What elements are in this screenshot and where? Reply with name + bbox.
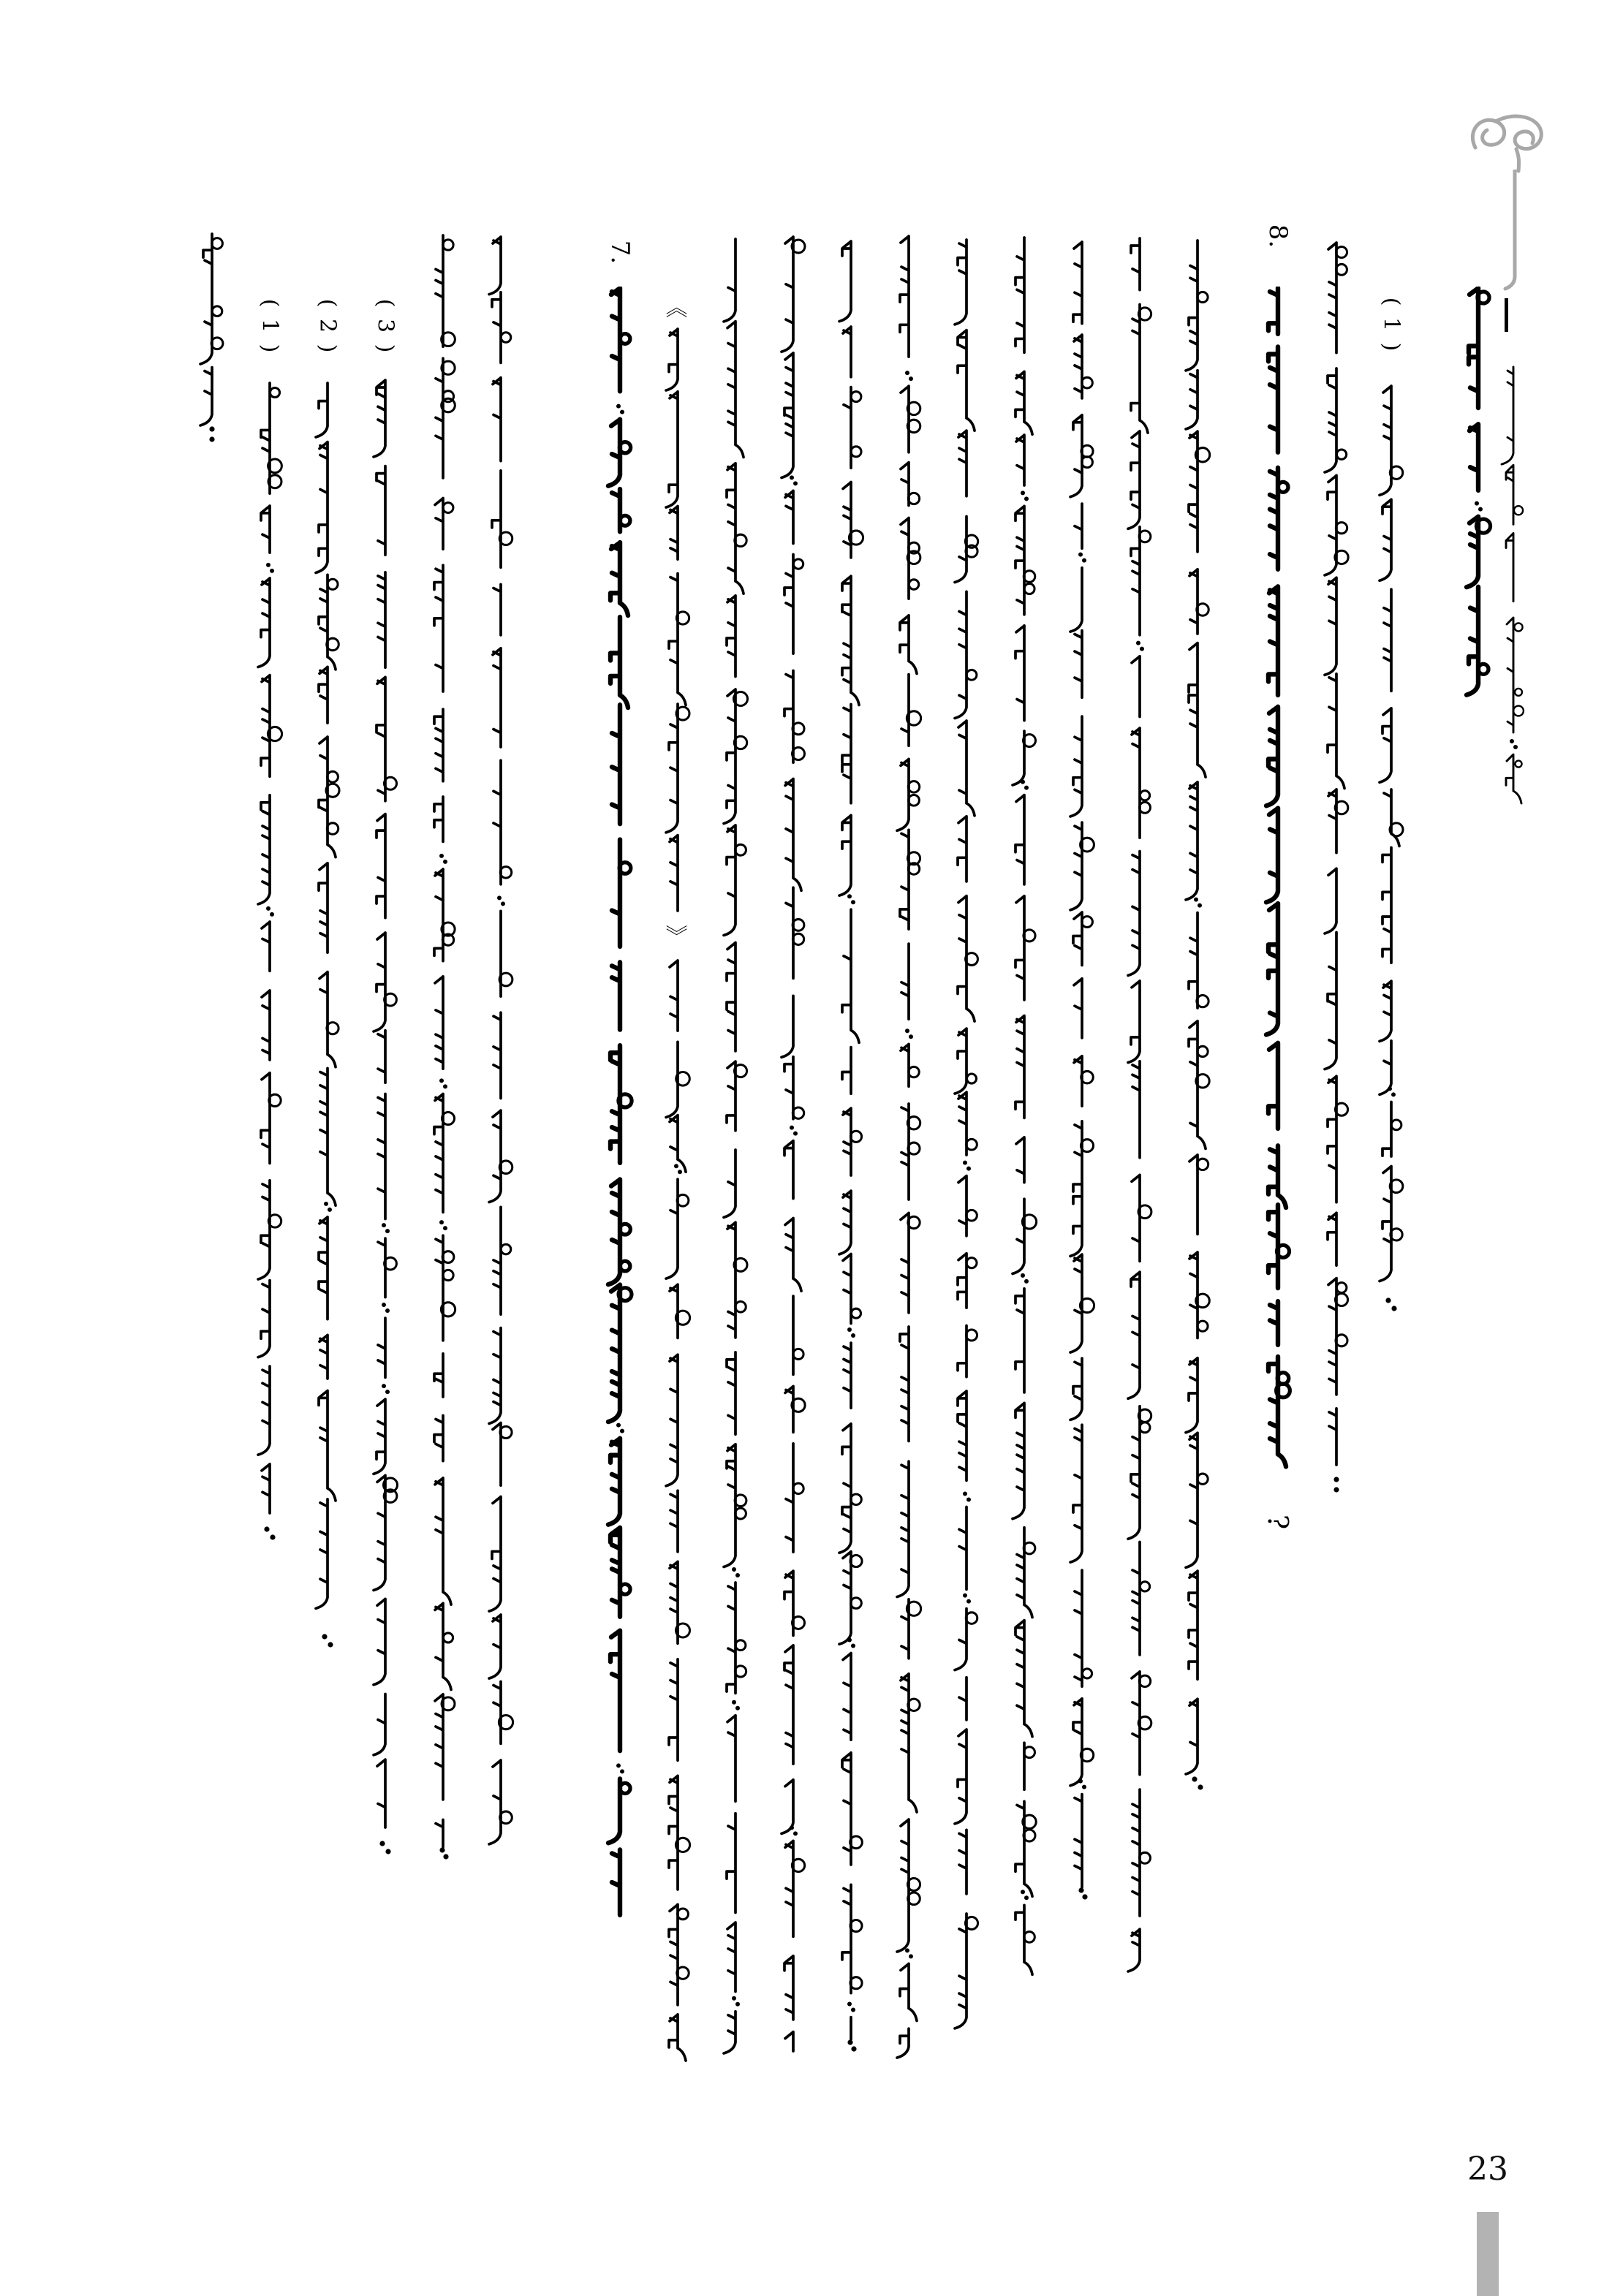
mongolian-text-column-question-7-line-1 [650,327,697,2066]
header-dash [1505,298,1508,332]
quote-open-mark-label: 《 [662,296,688,318]
mongolian-text-column-question-7-line-6 [939,238,985,2058]
quote-close-mark [660,920,695,952]
question-mark-punctuation [1260,1504,1295,1539]
mongolian-text-column-question-7-line-8 [1054,240,1101,1905]
running-head-column [1486,365,1532,808]
sub-item-marker-example-item-1 [252,292,287,361]
mongolian-text-column-question-7-line-3 [765,235,812,2069]
sub-item-marker-example-item-3-label: ( 3 ) [372,298,398,355]
mongolian-text-column-question-7-line-10 [1170,239,1217,1795]
question-number-8-label: 8. [1263,224,1293,249]
mongolian-text-column-question-7-line-5 [881,235,928,2064]
mongolian-text-column-question-8-line-2 [1309,241,1355,1497]
question-number-7-label: 7. [605,240,635,265]
page-number: 23 [1467,2151,1508,2188]
mongolian-text-column-example-item-1 [242,382,289,1545]
mongolian-text-column-body-line-1 [415,234,462,1865]
mongolian-text-column-question-7-line-2 [708,238,754,2060]
mongolian-text-column-question-7-line-7 [996,236,1043,1996]
mongolian-text-column-body-line-2 [473,235,520,1867]
mongolian-text-column-example-item-2 [300,382,347,1653]
mongolian-text-column-question-7-stem [592,287,639,1938]
mongolian-text-column-question-7-line-9 [1112,237,1159,1978]
sub-item-marker-example-item-1-label: ( 1 ) [257,298,283,355]
question-number-8 [1260,219,1295,253]
sub-item-marker-example-item-3 [368,292,403,361]
ornament-rule-line [1503,170,1522,294]
sub-item-marker-example-item-2 [310,292,345,361]
mongolian-text-column-example-item-3 [357,379,404,1860]
question-number-7 [602,235,638,269]
quote-open-mark [660,291,695,323]
sub-item-marker-example-item-2-label: ( 2 ) [314,298,341,355]
mongolian-text-column-intro-line [184,232,231,447]
mongolian-text-column-question-8-item-1 [1363,384,1410,1316]
mongolian-text-column-question-7-line-4 [823,240,870,2057]
swirl-flourish-icon [1462,108,1557,178]
sub-item-marker-question-8-item-1 [1374,291,1409,360]
question-mark-punctuation-label: ? [1262,1514,1294,1530]
sub-item-marker-question-8-item-1-label: ( 1 ) [1378,297,1404,354]
mongolian-text-column-question-8-stem [1250,287,1297,1504]
page-number-bar [1477,2212,1499,2296]
quote-close-mark-label: 》 [662,925,688,947]
